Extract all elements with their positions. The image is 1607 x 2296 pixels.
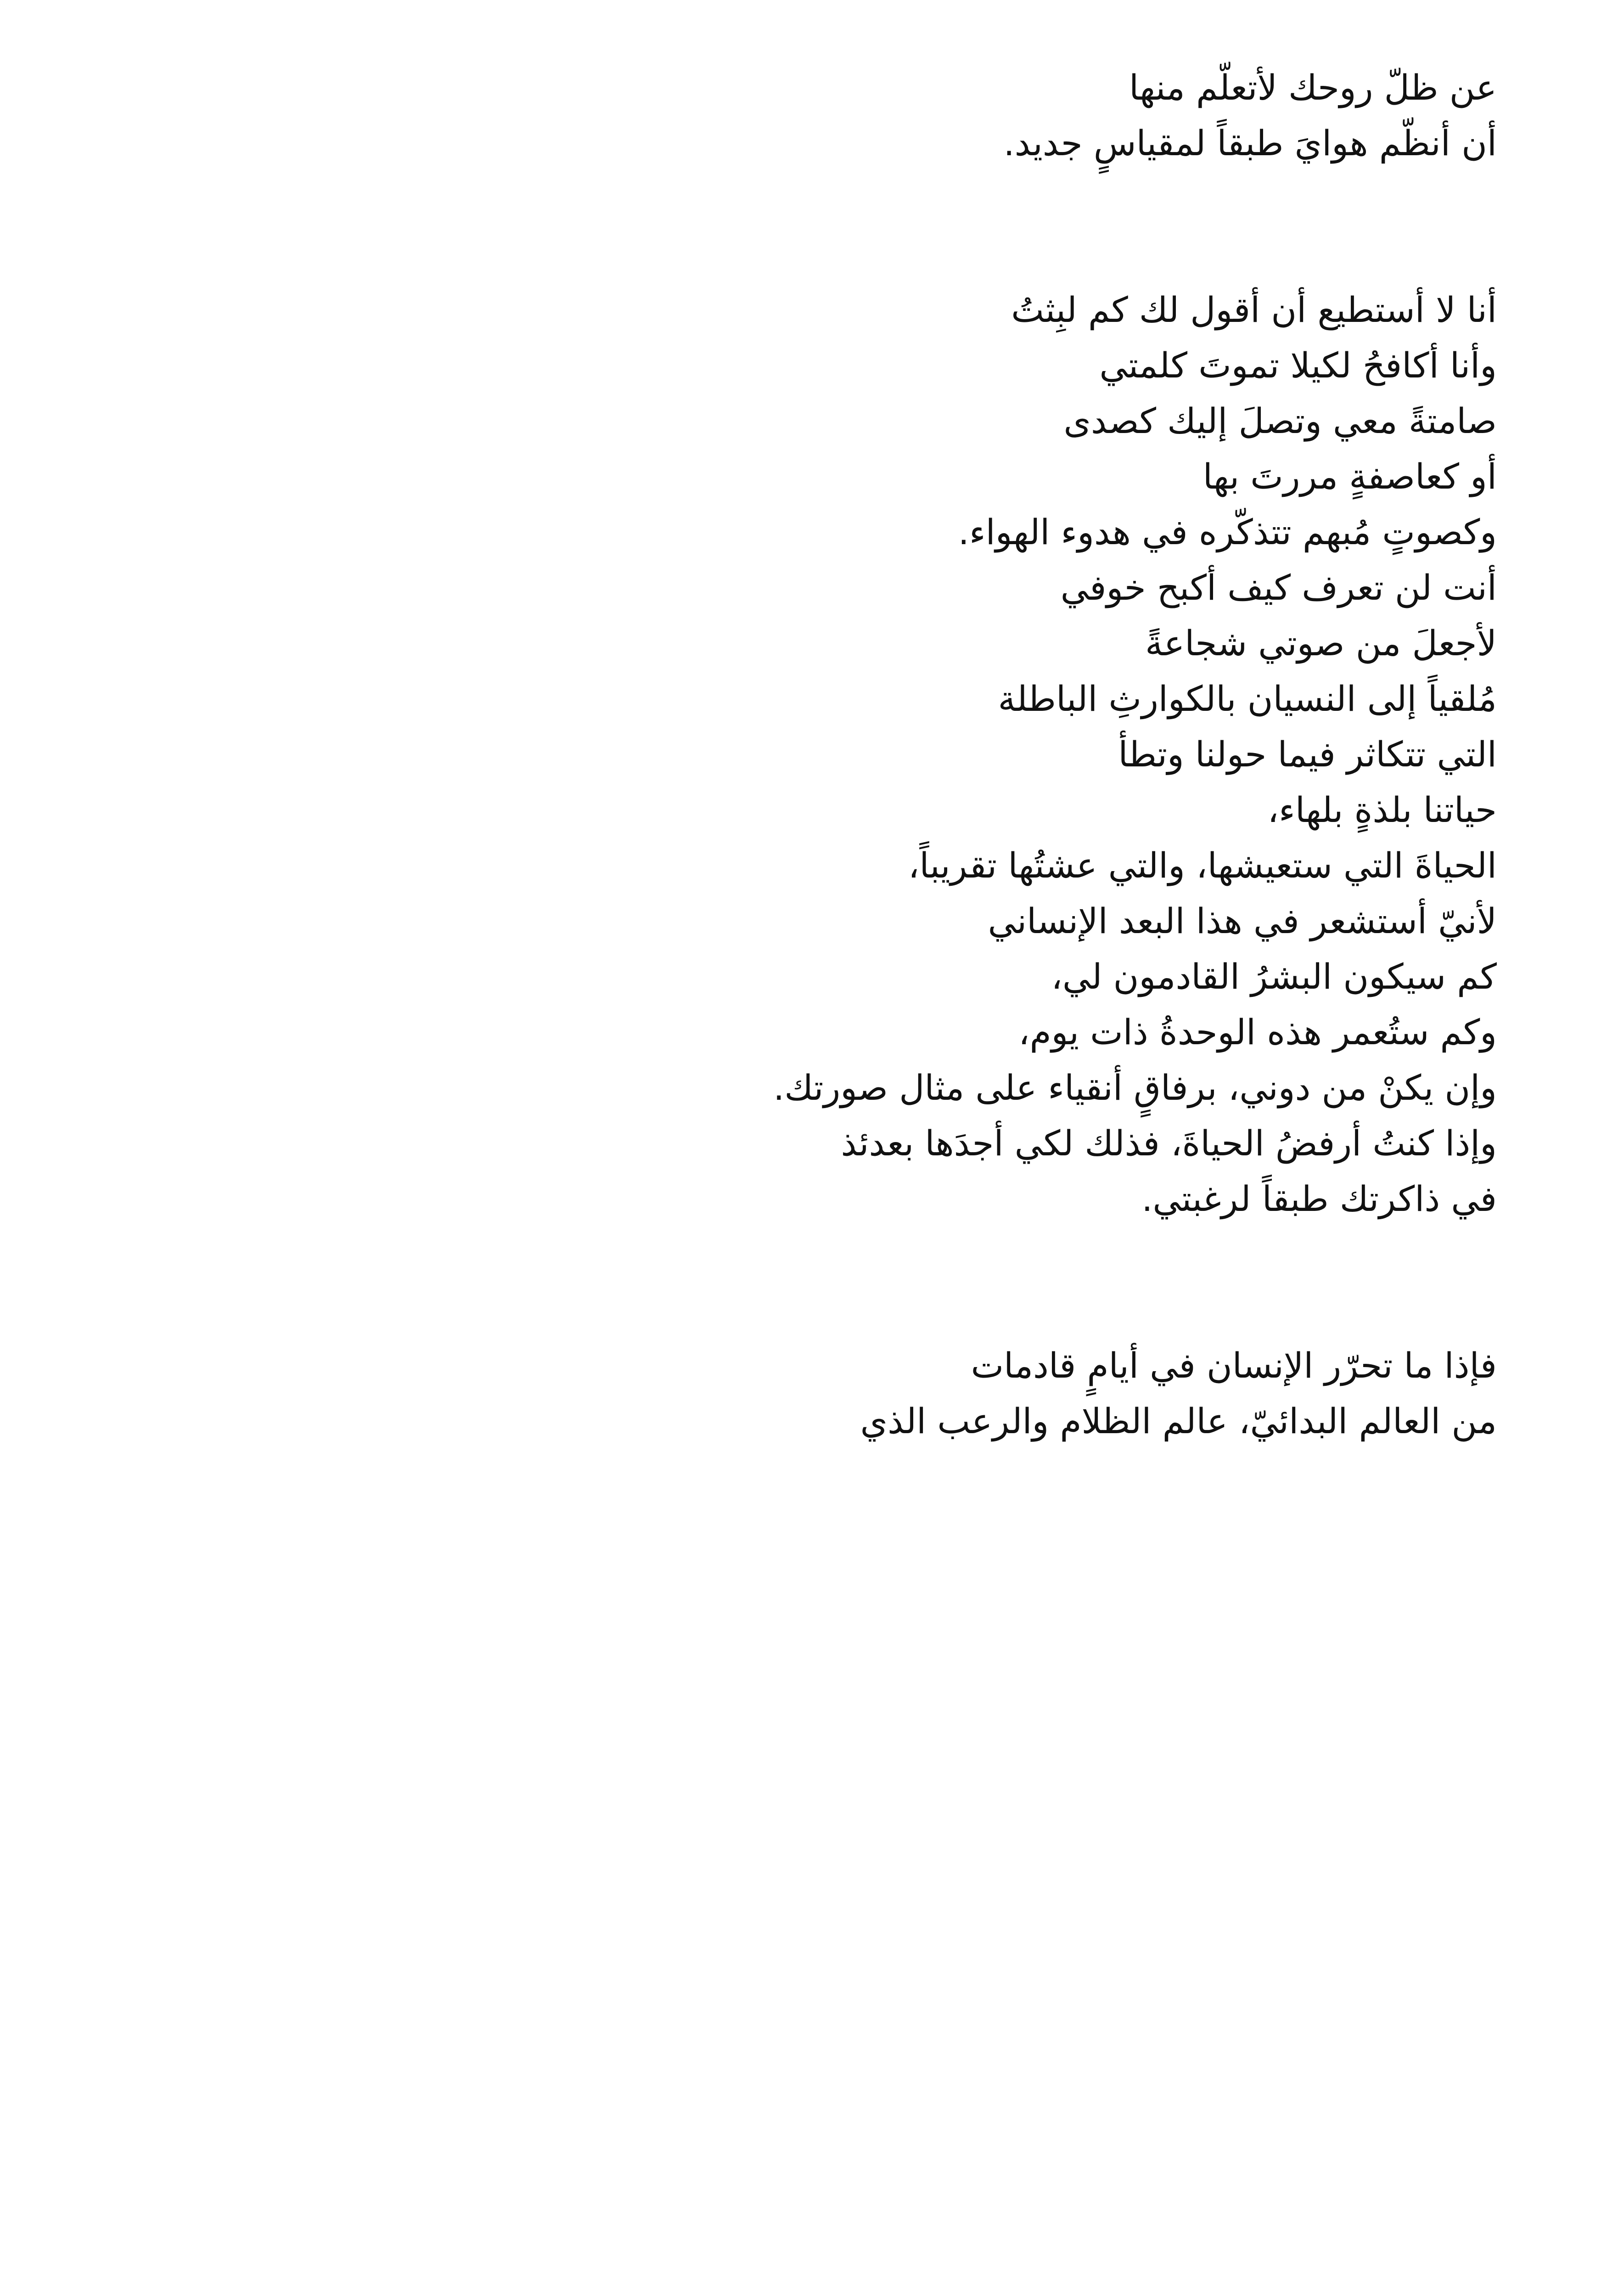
poem-line: أن أنظّم هوايَ طبقاً لمقياسٍ جديد. [1003, 123, 1497, 163]
poem-line: عن ظلّ روحك لأتعلّم منها [1129, 67, 1497, 108]
stanza-1 [165, 60, 1497, 171]
poem-line: وأنا أكافحُ لكيلا تموتَ كلمتي [1099, 345, 1497, 386]
poem-line: فإذا ما تحرّر الإنسان في أيامٍ قادمات [971, 1345, 1497, 1386]
poem-line: لأجعلَ من صوتي شجاعةً [1145, 623, 1497, 664]
poem-line: وكم ستُعمر هذه الوحدةُ ذات يوم، [1018, 1012, 1497, 1052]
poem-line: حياتنا بلذةٍ بلهاء، [1267, 789, 1497, 830]
poem-line: وإذا كنتُ أرفضُ الحياةَ، فذلك لكي أجدَها بعدئذ [841, 1123, 1497, 1164]
poem-line: كم سيكون البشرُ القادمون لي، [1051, 956, 1497, 997]
stanza-2 [165, 282, 1497, 1227]
poem-line: مُلقياً إلى النسيان بالكوارثِ الباطلة [998, 678, 1497, 719]
poem-line: صامتةً معي وتصلَ إليك كصدى [1063, 400, 1497, 441]
poem-line: وكصوتٍ مُبهم تتذكّره في هدوء الهواء. [958, 512, 1497, 552]
poem-line: أنت لن تعرف كيف أكبح خوفي [1060, 567, 1497, 608]
stanza-3 [165, 1338, 1497, 1449]
poem-text [165, 60, 1497, 1449]
poem-line: الحياةَ التي ستعيشها، والتي عشتُها تقريباً، [908, 845, 1497, 886]
poem-line: في ذاكرتك طبقاً لرغبتي. [1141, 1178, 1497, 1219]
poem-line: وإن يكنْ من دوني، برفاقٍ أنقياء على مثال صورتك. [773, 1067, 1497, 1108]
poem-line: أو كعاصفةٍ مررتَ بها [1202, 456, 1497, 497]
poem-line: أنا لا أستطيع أن أقول لك كم لبِثتُ [1011, 289, 1497, 330]
poem-line: لأنيّ أستشعر في هذا البعد الإنساني [988, 900, 1497, 941]
poem-line: التي تتكاثر فيما حولنا وتطأ [1118, 734, 1497, 775]
poem-line: من العالم البدائيّ، عالم الظلام والرعب الذي [860, 1401, 1497, 1441]
